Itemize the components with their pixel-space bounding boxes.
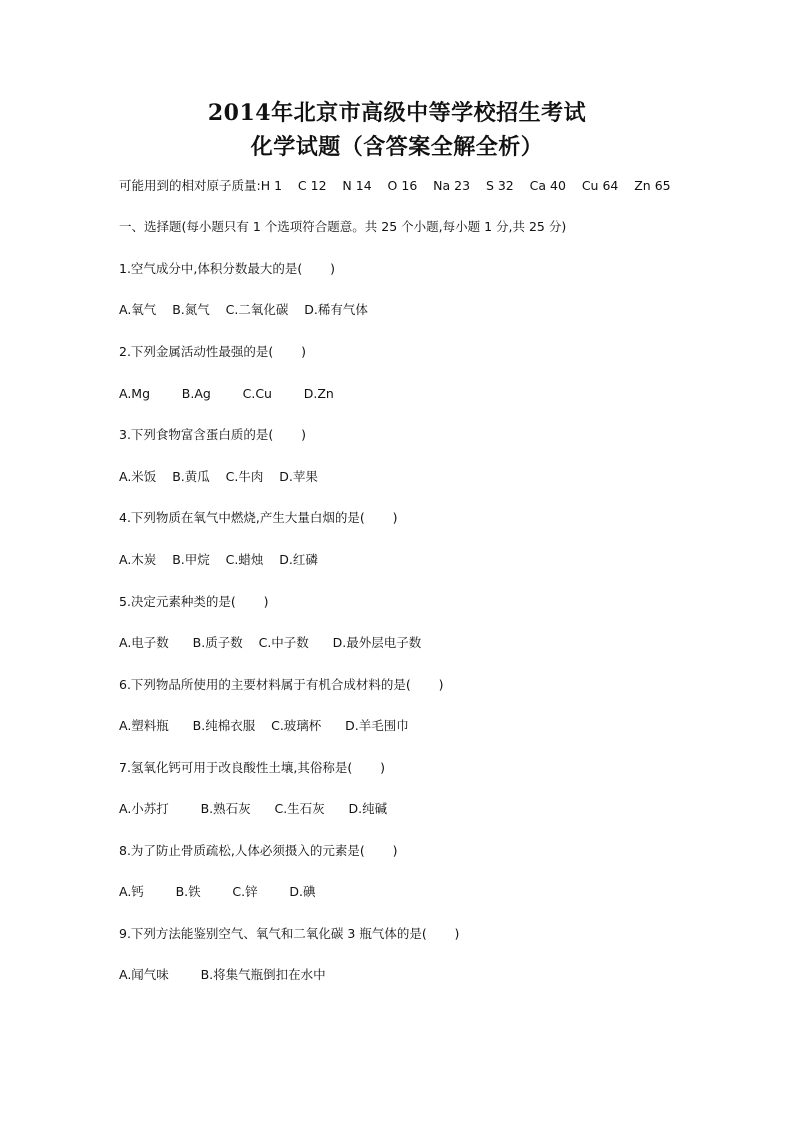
question-options: A.电子数 B.质子数 C.中子数 D.最外层电子数 (119, 635, 422, 650)
section-heading: 一、选择题(每小题只有 1 个选项符合题意。共 25 个小题,每小题 1 分,共 25 分) (119, 219, 567, 234)
question-options: A.钙 B.铁 C.锌 D.碘 (119, 884, 316, 899)
atomic-mass-reference: 可能用到的相对原子质量:H 1 C 12 N 14 O 16 Na 23 S 32 Ca 40 Cu 64 Zn 65 (119, 178, 671, 193)
question-stem: 7.氢氧化钙可用于改良酸性土壤,其俗称是( ) (119, 760, 385, 775)
question-options: A.Mg B.Ag C.Cu D.Zn (119, 386, 334, 401)
question-options: A.木炭 B.甲烷 C.蜡烛 D.红磷 (119, 552, 318, 567)
question-stem: 6.下列物品所使用的主要材料属于有机合成材料的是( ) (119, 677, 444, 692)
question-options: A.小苏打 B.熟石灰 C.生石灰 D.纯碱 (119, 801, 388, 816)
question-stem: 5.决定元素种类的是( ) (119, 594, 269, 609)
document-title: 2014年北京市高级中等学校招生考试 (207, 100, 587, 126)
question-stem: 1.空气成分中,体积分数最大的是( ) (119, 261, 335, 276)
document-subtitle: 化学试题（含答案全解全析） (250, 134, 544, 160)
question-options: A.闻气味 B.将集气瓶倒扣在水中 (119, 967, 326, 982)
question-options: A.米饭 B.黄瓜 C.牛肉 D.苹果 (119, 469, 318, 484)
question-stem: 4.下列物质在氧气中燃烧,产生大量白烟的是( ) (119, 510, 398, 525)
question-stem: 9.下列方法能鉴别空气、氧气和二氧化碳 3 瓶气体的是( ) (119, 926, 460, 941)
question-stem: 3.下列食物富含蛋白质的是( ) (119, 427, 306, 442)
question-options: A.塑料瓶 B.纯棉衣服 C.玻璃杯 D.羊毛围巾 (119, 718, 409, 733)
question-stem: 8.为了防止骨质疏松,人体必须摄入的元素是( ) (119, 843, 398, 858)
question-options: A.氧气 B.氮气 C.二氧化碳 D.稀有气体 (119, 302, 368, 317)
question-stem: 2.下列金属活动性最强的是( ) (119, 344, 306, 359)
